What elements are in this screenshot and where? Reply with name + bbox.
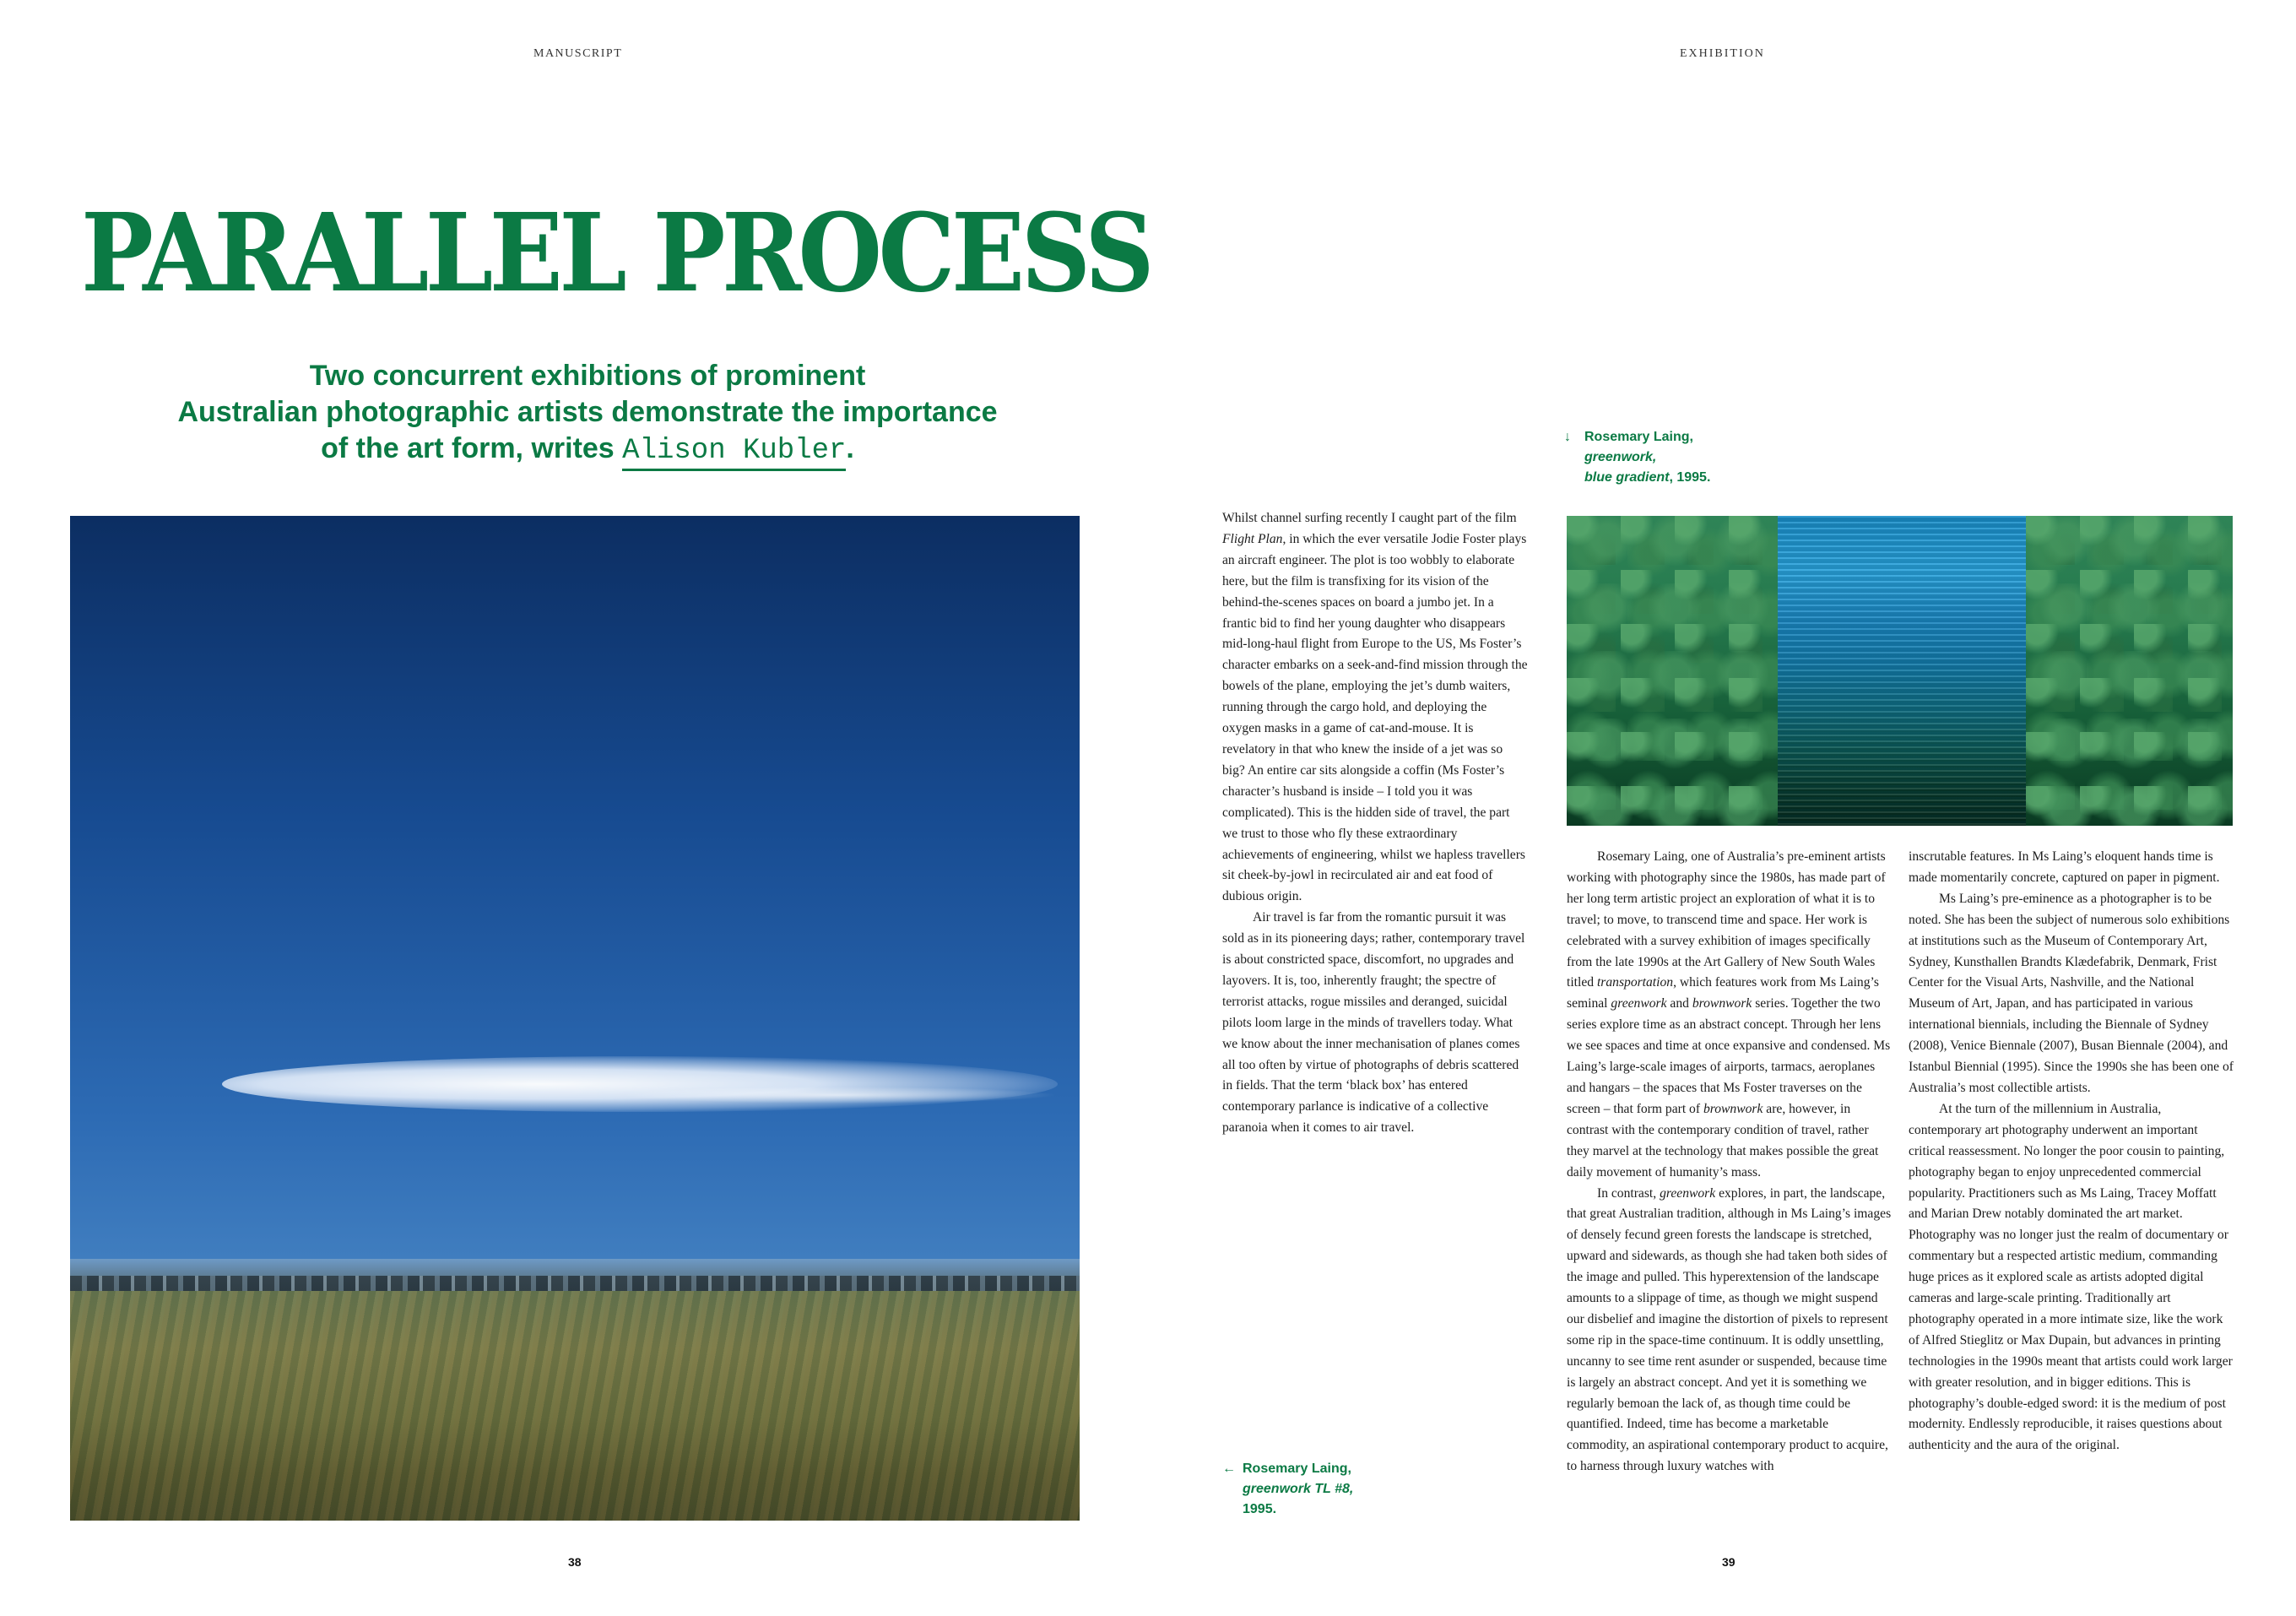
running-head-right: EXHIBITION [1680, 47, 1765, 60]
body-text: Rosemary Laing, one of Australia’s pre-eminent artists working with photography since the 1980s, has made part of her long term artistic project an exploration of what it is to travel; to move, to transcend time and space. Her work is celebrated with a survey exhibition of images specifically from the late 1990s at the Art Gallery of New South Wales titled [1567, 849, 1886, 990]
body-column-3 [1909, 847, 2234, 1456]
caption-artist: Rosemary Laing, [1584, 430, 1693, 444]
arrow-down-icon: ↓ [1564, 430, 1571, 444]
caption-work-title: greenwork, [1584, 450, 1657, 464]
body-paragraph: Ms Laing’s pre-eminence as a photographer is to be noted. She has been the subject of numerous solo exhibitions at institutions such as the Museum of Contemporary Art, Sydney, Kunsthallen Brandts Klædefabrik, Denmark, Frist Center for the Visual Arts, Nashville, and the National Museum of Art, Japan, and has participated in various international biennials, including the Biennale of Sydney (2008), Venice Biennale (2007), Busan Biennale (2004), and Istanbul Biennial (1995). Since the 1990s she has been one of Australia’s most collectible artists. [1909, 891, 2234, 1095]
caption-year: 1995. [1243, 1502, 1277, 1516]
caption-artist: Rosemary Laing, [1243, 1461, 1351, 1476]
page-number-left: 38 [568, 1555, 582, 1569]
caption-work [1564, 447, 1710, 468]
body-paragraph: At the turn of the millennium in Australia, contemporary art photography underwent an important critical reassessment. No longer the poor cousin to painting, photography began to enjoy unprecedented commercial popularity. Practitioners such as Ms Laing, Tracey Moffatt and Marian Drew notably dominated the art market. Photography was no longer just the realm of documentary or commentary but a respected artistic medium, commanding huge prices as it explored scale as artists adopted digital cameras and large-scale printing. Traditionally art photography operated in a more intimate size, like the work of Alfred Stieglitz or Max Dupain, but advances in printing technologies in the 1990s meant that artists could work larger with greater resolution, and in bigger editions. This is photography’s double-edged sword: it is the medium of post modernity. Endlessly reproducible, it raises questions about authenticity and the aura of the original. [1909, 1101, 2233, 1453]
caption-sky-photo [1222, 1459, 1353, 1520]
body-text: , in which the ever versatile Jodie Foster plays an aircraft engineer. The plot is too wobbly to elaborate here, but the film is transfixing for its vision of the behind-the-scenes spaces on board a jumbo jet. In a frantic bid to find her young daughter who disappears mid-long-haul flight from Europe to the US, Ms Foster’s character embarks on a seek-and-find mission through the bowels of the plane, employing the jet’s dumb waiters, running through the cargo hold, and deploying the oxygen masks in a game of cat-and-mouse. It is revelatory in that who knew the inside of a jet was so big? An entire car sits alongside a coffin (Ms Foster’s character’s husband is inside – I told you it was complicated). This is the hidden side of travel, the part we trust to those who fly these extraordinary achievements of engineering, whilst we hapless travellers sit cheek-by-jowl in recirculated air and eat food of dubious origin. [1222, 531, 1528, 904]
forest-left [1567, 516, 1778, 826]
author-name: Alison Kubler [622, 435, 846, 471]
page-title: PARALLEL PROCESS [81, 190, 1151, 316]
standfirst-text: of the art form, writes [321, 432, 615, 464]
body-paragraph [1567, 1184, 1893, 1478]
body-text-italic: brownwork [1692, 996, 1752, 1011]
caption-year: , 1995. [1669, 470, 1711, 485]
standfirst [81, 358, 1094, 469]
body-text-italic: brownwork [1703, 1101, 1763, 1116]
standfirst-line: Two concurrent exhibitions of prominent [309, 360, 866, 392]
caption-forest-photo [1564, 427, 1710, 488]
caption-work-title: greenwork TL #8, [1243, 1482, 1354, 1496]
body-text: and [1666, 996, 1692, 1011]
caption-work [1564, 468, 1710, 488]
running-head-left: MANUSCRIPT [533, 47, 623, 60]
blue-gradient-stretch [1778, 516, 2026, 826]
forest-photograph [1567, 516, 2233, 826]
sky-photograph [70, 516, 1080, 1521]
body-paragraph: Air travel is far from the romantic pursuit it was sold as in its pioneering days; rather, contemporary travel is about constricted space, discomfort, no upgrades and layovers. It is, too, inherently fraught; the spectre of terrorist attacks, rogue missiles and deranged, suicidal pilots loom large in the minds of travellers today. What we know about the inner mechanisation of planes comes all too often by virtue of photographs of debris scattered in fields. That the term ‘black box’ has entered contemporary parlance is indicative of a collective paranoia when it comes to air travel. [1222, 910, 1525, 1136]
forest-right [2026, 516, 2233, 826]
cloud-streak [619, 1087, 1058, 1104]
cloud-streak [222, 1056, 1058, 1112]
body-text-italic: greenwork [1660, 1185, 1716, 1201]
body-text: are, however, in contrast with the contemporary condition of travel, rather they marvel at the technology that makes possible the great daily movement of humanity’s mass. [1567, 1101, 1879, 1179]
standfirst-text: . [846, 432, 854, 464]
body-text: Whilst channel surfing recently I caught part of the film [1222, 511, 1517, 525]
body-text: In contrast, [1597, 1185, 1660, 1201]
caption-work-title: blue gradient [1584, 470, 1670, 485]
body-paragraph [1567, 847, 1893, 1184]
body-text: series. Together the two series explore time as an abstract concept. Through her lens we see spaces and time at once expansive and condensed. Ms Laing’s large-scale images of airports, tarmacs, aeroplanes and hangars – the spaces that Ms Foster traverses on the screen – that form part of [1567, 996, 1891, 1116]
body-text-italic: transportation [1596, 975, 1674, 990]
body-paragraph: inscrutable features. In Ms Laing’s eloquent hands time is made momentarily concrete, captured on paper in pigment. [1909, 849, 2220, 885]
body-text: , which features work from Ms Laing’s seminal [1567, 975, 1879, 1011]
grassland [70, 1291, 1080, 1521]
body-column-1 [1222, 508, 1528, 1139]
body-text-italic: Flight Plan [1222, 531, 1283, 546]
body-paragraph [1222, 508, 1528, 908]
standfirst-line: Australian photographic artists demonstrate the importance [177, 396, 998, 428]
caption-work [1222, 1479, 1353, 1499]
body-text: explores, in part, the landscape, that great Australian tradition, although in Ms Laing’s images of densely fecund green forests the landscape is stretched, upward and sidewards, as though she had taken both sides of the image and pulled. This hyperextension of the landscape amounts to a slippage of time, as though we might suspend our disbelief and imagine the distortion of pixels to represent some rip in the space-time continuum. It is oddly unsettling, uncanny to see time rent asunder or suspended, because time is largely an abstract concept. And yet it is something we regularly bemoan the lack of, as though time could be quantified. Indeed, time has become a marketable commodity, an aspirational contemporary product to acquire, to harness through luxury watches with [1567, 1185, 1892, 1474]
page-number-right: 39 [1722, 1555, 1736, 1569]
arrow-left-icon: ← [1222, 1461, 1236, 1476]
standfirst-line [81, 431, 1094, 469]
body-column-2 [1567, 847, 1893, 1478]
body-text-italic: greenwork [1611, 996, 1667, 1011]
